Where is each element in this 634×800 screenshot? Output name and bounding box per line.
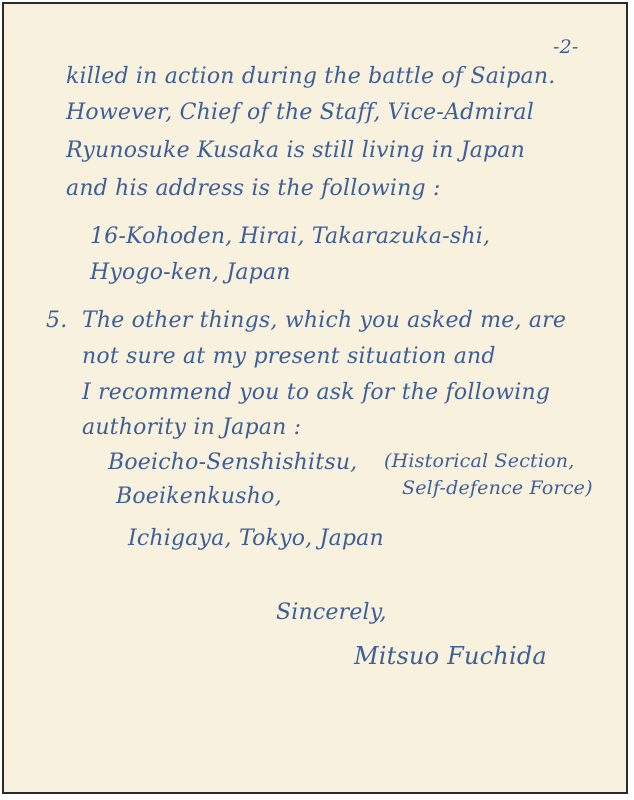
authority-note-line-1: (Historical Section, — [384, 450, 575, 472]
letter-page — [2, 2, 628, 794]
body-line-1: killed in action during the battle of Saipan. — [66, 64, 556, 89]
body-line-4: and his address is the following : — [66, 176, 441, 201]
item-5-line-3: I recommend you to ask for the following — [82, 380, 551, 405]
address-line-2: Hyogo-ken, Japan — [90, 260, 291, 285]
closing: Sincerely, — [276, 600, 387, 625]
item-5-line-2: not sure at my present situation and — [82, 344, 496, 369]
page-number: -2- — [553, 36, 579, 58]
signature: Mitsuo Fuchida — [354, 642, 547, 670]
address-line-1: 16-Kohoden, Hirai, Takarazuka-shi, — [90, 224, 491, 249]
authority-line-2: Boeikenkusho, — [116, 484, 282, 509]
authority-line-1: Boeicho-Senshishitsu, — [108, 450, 358, 475]
authority-note-line-2: Self-defence Force) — [402, 477, 593, 499]
authority-location: Ichigaya, Tokyo, Japan — [128, 526, 384, 551]
body-line-3: Ryunosuke Kusaka is still living in Japan — [66, 138, 525, 163]
item-5-number: 5. — [46, 308, 68, 333]
item-5-line-4: authority in Japan : — [82, 415, 302, 440]
body-line-2: However, Chief of the Staff, Vice-Admiral — [66, 100, 534, 125]
item-5-line-1: The other things, which you asked me, are — [82, 308, 567, 333]
